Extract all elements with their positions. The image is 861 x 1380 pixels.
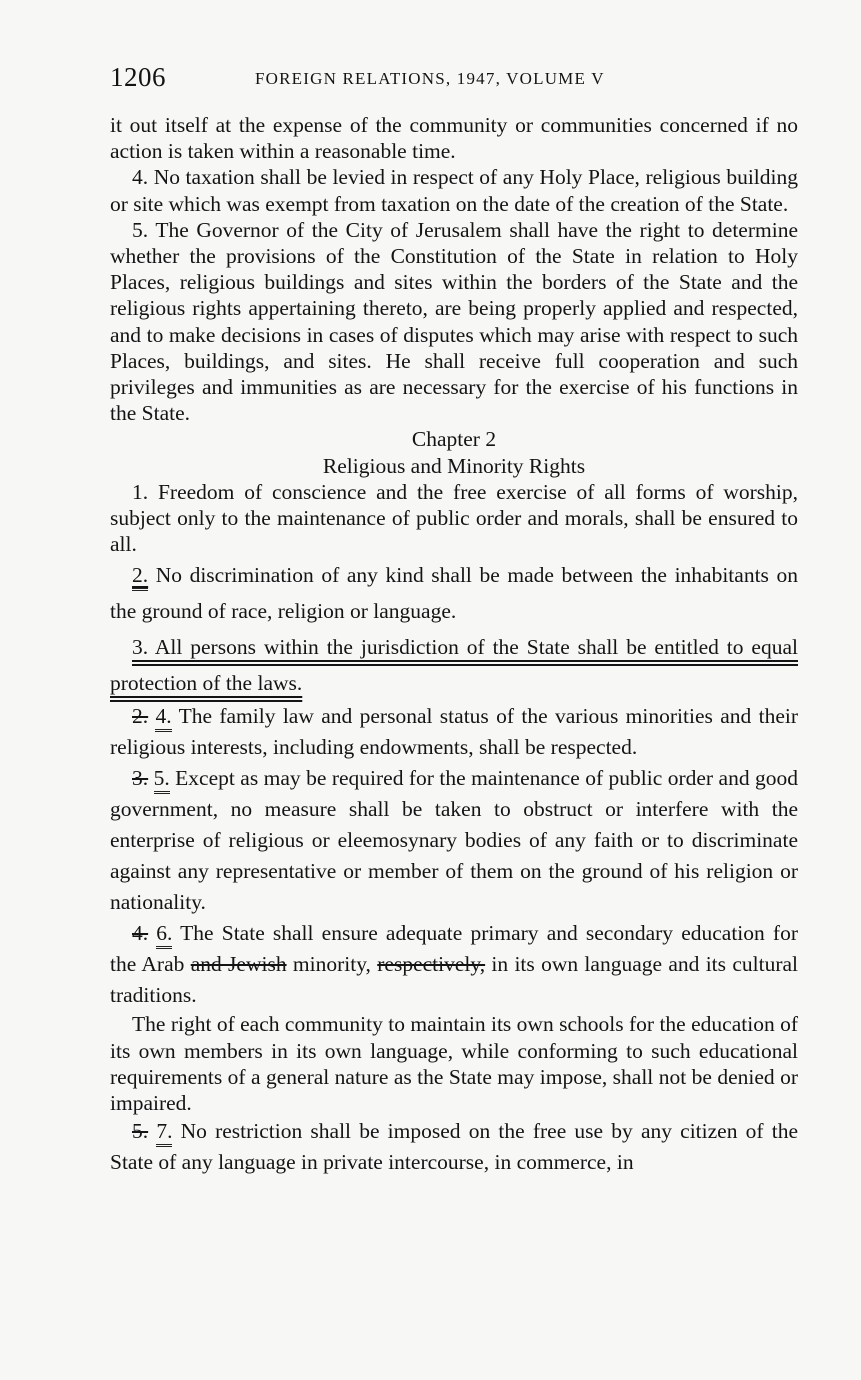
right-4-new-number: 4. [155,704,171,732]
right-5-new-number: 5. [154,766,170,794]
page-header [110,62,800,96]
right-6-schools: The right of each community to maintain its own schools for the education of its own members in its own language, while conforming to such educational requirements of a general nature as the State may impose, shall not be denied or impaired. [110,1012,798,1116]
right-6-struck-respectively: respectively, [377,952,486,977]
right-6-struck-jewish: and Jewish [190,952,287,977]
right-4-text: The family law and personal status of the various minorities and their religious interests, including endowments, shall be respected. [110,704,799,760]
right-6-new-number: 6. [156,921,172,949]
right-7-new-number: 7. [156,1119,172,1147]
chapter-title: Religious and Minority Rights [322,453,586,478]
right-6 [110,918,798,1011]
right-6-text-c: in its own language and its cultural traditions. [110,952,798,1008]
right-1: 1. Freedom of conscience and the free exercise of all forms of worship, subject only to the maintenance of public order and morals, shall be ensured to all. [110,479,798,557]
right-4-old-number: 2. [132,704,149,729]
right-5 [110,763,798,918]
right-7 [110,1116,798,1178]
right-3 [110,629,798,701]
right-6-old-number: 4. [132,921,149,946]
right-7-text: No restriction shall be imposed on the free use by any citizen of the State of any language in private intercourse, in commerce, in [110,1119,799,1175]
chapter-label: Chapter 2 [411,427,497,452]
body-text [110,112,798,1178]
right-6-text-a: The State shall ensure adequate primary and secondary education for the Arab [110,921,798,977]
right-5-old-number: 3. [132,766,149,791]
right-7-old-number: 5. [132,1119,149,1144]
running-head: FOREIGN RELATIONS, 1947, VOLUME V [255,69,605,88]
right-4 [110,701,798,763]
paragraph-continued: it out itself at the expense of the community or communities concerned if no action is taken within a reasonable time. [110,113,798,164]
right-2 [110,557,798,629]
right-3-text: 3. All persons within the jurisdiction of the State shall be entitled to equal protection of the laws. [110,635,798,696]
right-6-text-b: minority, [286,952,378,977]
paragraph-5: 5. The Governor of the City of Jerusalem shall have the right to determine whether the provisions of the Constitution of the State in relation to Holy Places, religious buildings and sites within the borders of the State and the religious rights appertaining thereto, are being properly applied and respected, and to make decisions in cases of disputes which may arise with respect to such Places, buildings, and sites. He shall receive full cooperation and such privileges and immunities as are necessary for the exercise of his functions in the State. [110,217,798,426]
right-2-number: 2. [132,563,148,591]
right-2-text: No discrimination of any kind shall be made between the inhabitants on the ground of race, religion or language. [110,563,798,624]
page-number: 1206 [110,62,166,92]
paragraph-4: 4. No taxation shall be levied in respect of any Holy Place, religious building or site which was exempt from taxation on the date of the creation of the State. [110,165,798,216]
right-5-text: Except as may be required for the maintenance of public order and good government, no measure shall be taken to obstruct or interfere with the enterprise of religious or eleemosynary bodies of any faith or to discriminate against any representative or member of them on the ground of his religion or nationality. [110,766,799,915]
